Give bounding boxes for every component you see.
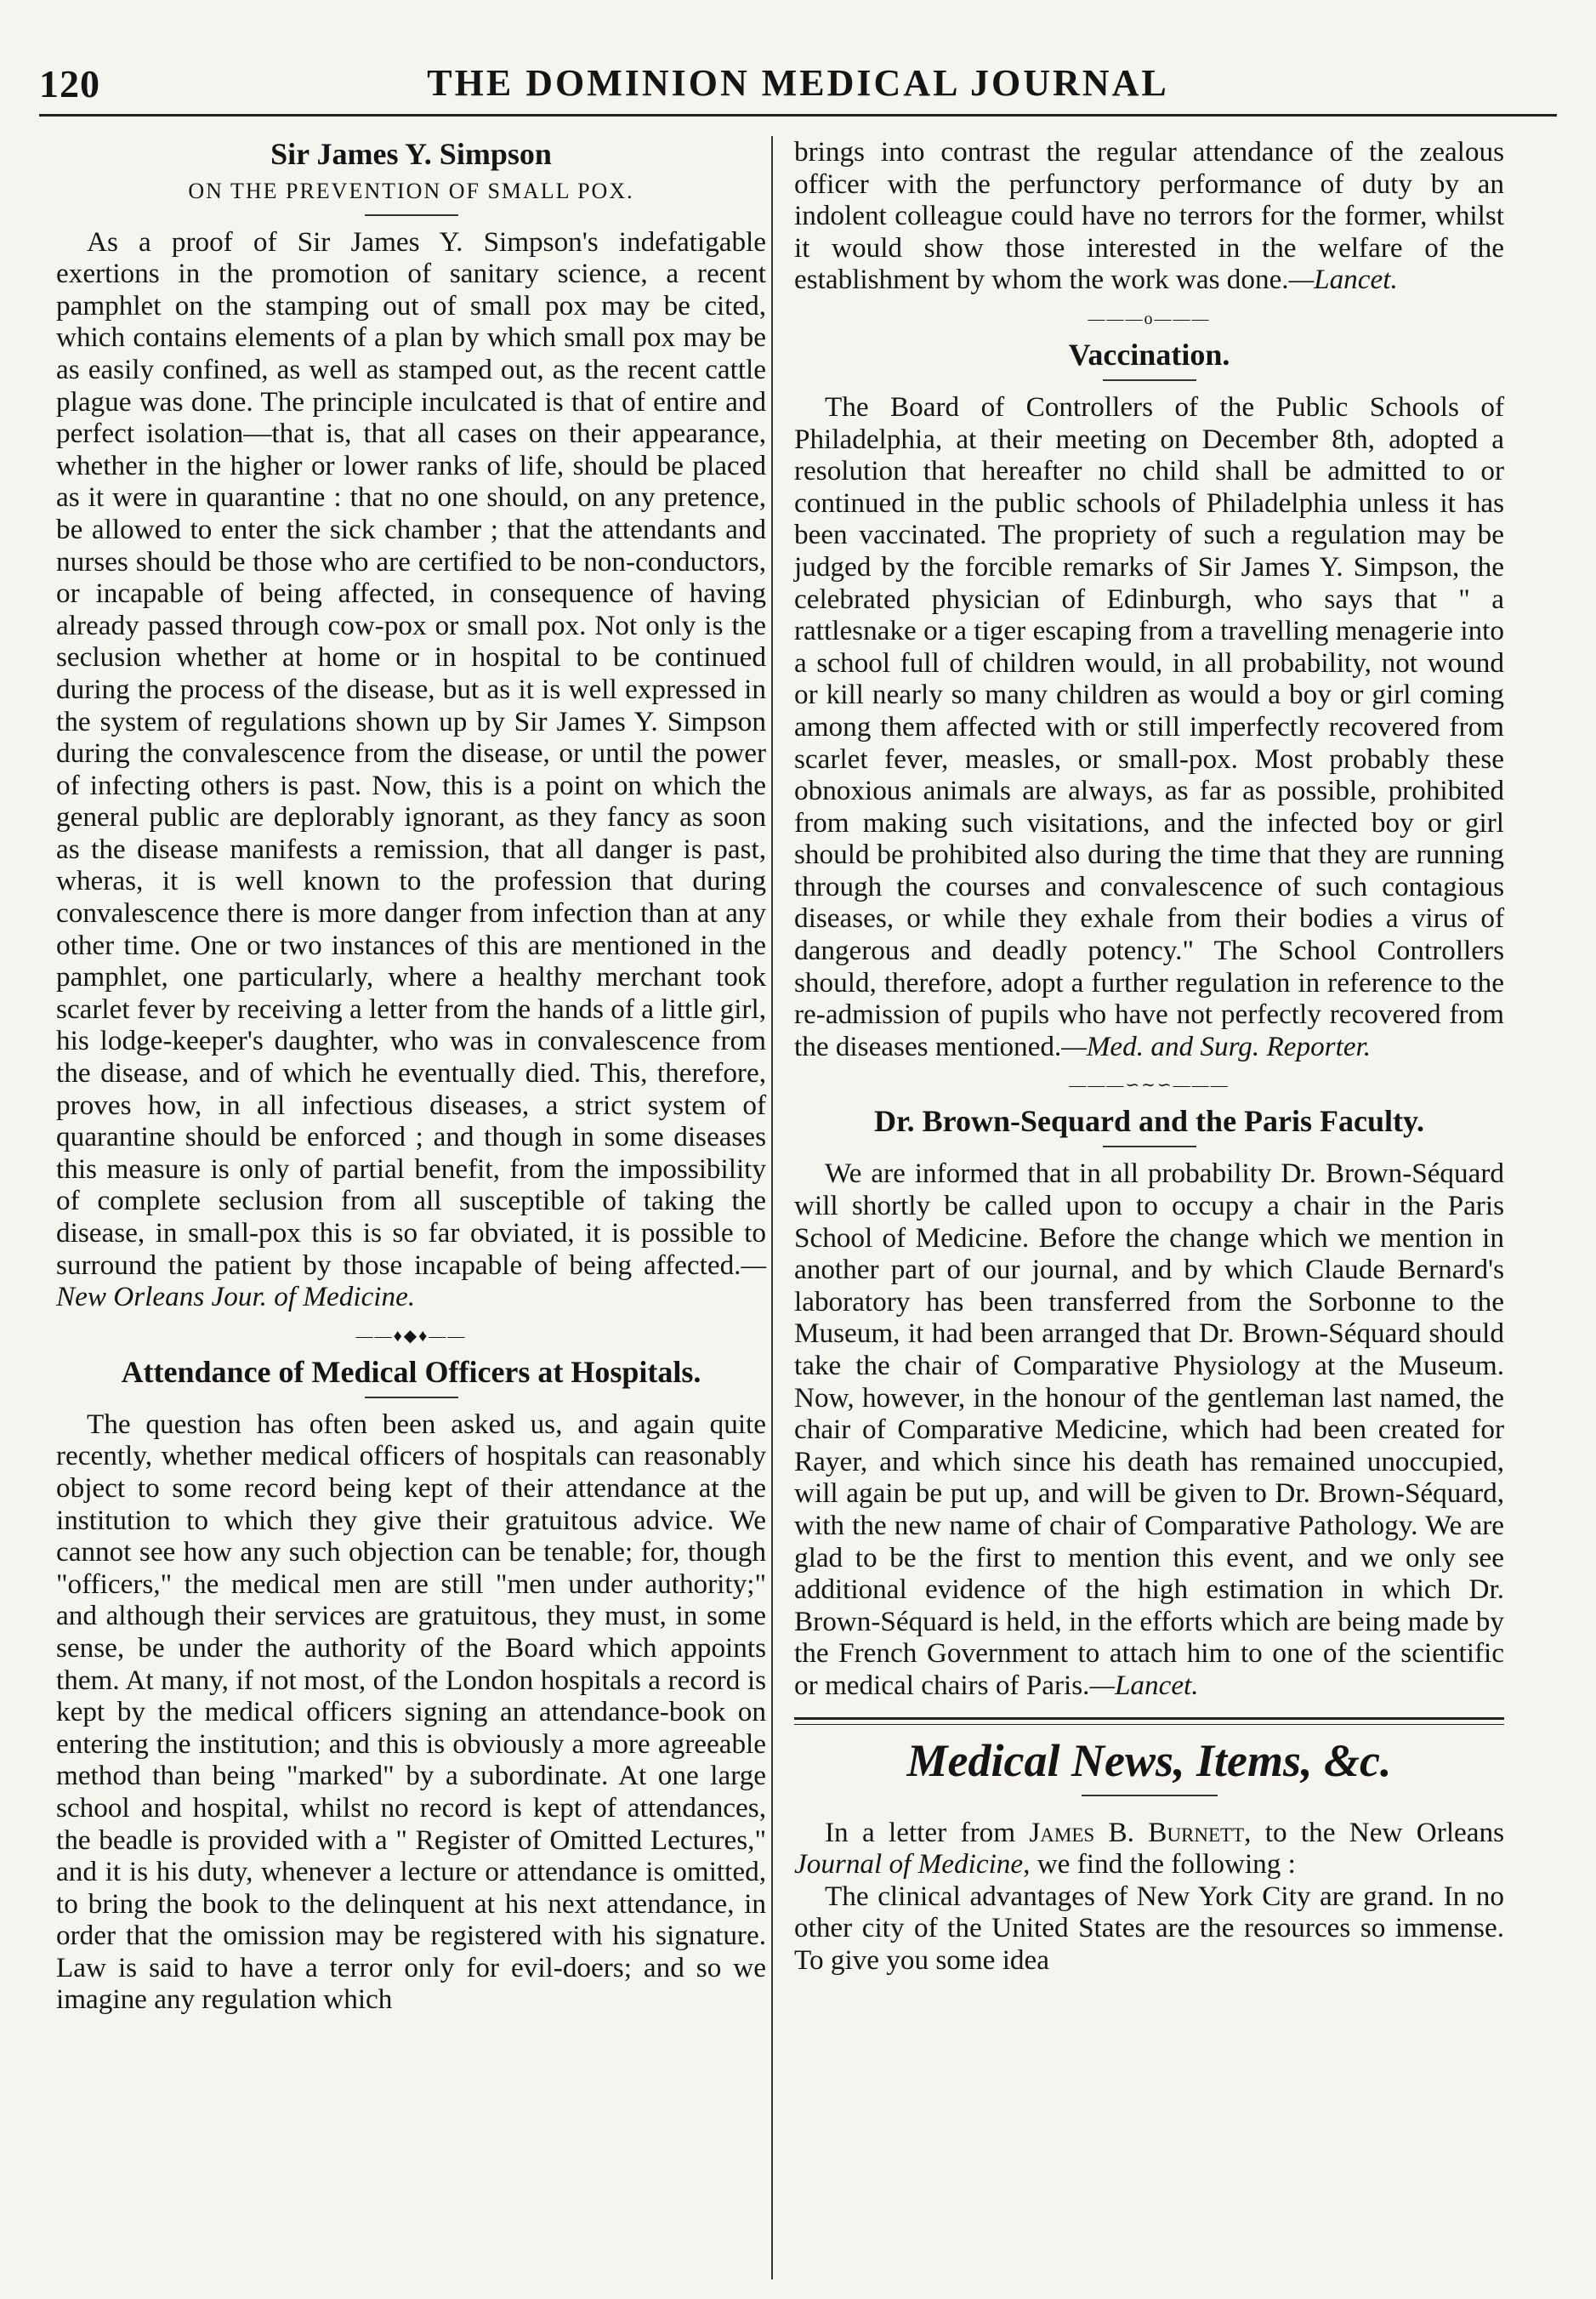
article-source: —New Orleans Jour. of Medicine.	[56, 1249, 766, 1313]
section-double-rule	[794, 1717, 1504, 1725]
article-text: As a proof of Sir James Y. Simpson's indefatigable exertions in the promotion of sanitary science, a recent pamphlet on the stamping out of small pox may be cited, which contains elements of a plan by which small pox may be as easily confined, as well as stamped out, as the recent cattle plague was done. The principle inculcated is that of entire and perfect isolation—that is, that all cases on their appearance, whether in the higher or lower ranks of life, should be placed as it were in quarantine : that no one should, on any pretence, be allowed to enter the sick chamber ; that the attendants and nurses should be those who are certified to be non-conductors, or incapable of being affected, in consequence of having already passed through cow-pox or small pox. Not only is the seclusion whether at home or in hospital to be continued during the process of the disease, but as it is well expressed in the system of regulations shown up by Sir James Y. Simpson during the convalescence from the disease, or until the power of infecting others is past. Now, this is a point on which the general public are deplorably ignorant, as they fancy as soon as the disease manifests a remission, that all danger is past, wheras, it is well known to the profession that during convalescence there is more danger from infection than at any other time. One or two instances of this are mentioned in the pamphlet, one particularly, where a healthy merchant took scarlet fever by receiving a letter from the hands of a little girl, his lodge-keeper's daughter, who was in convalescence from the disease, and of which he eventually died. This, therefore, proves how, in all infectious diseases, a strict system of quarantine should be enforced ; and though in some diseases this measure is only of partial benefit, from the impossibility of complete seclusion from all susceptible of taking the disease, in small-pox this is so far obviated, it is possible to surround the patient by those incapable of being affected.	[56, 225, 766, 1281]
title-rule	[365, 214, 458, 216]
article-text: The Board of Controllers of the Public Schools of Philadelphia, at their meeting on December 8th, adopted a resolution that hereafter no child shall be admitted to or continued in the public schools of Philadelphia unless it has been vaccinated. The propriety of such a regulation may be judged by the forcible remarks of Sir James Y. Simpson, the celebrated physician of Edinburgh, who says that " a rattlesnake or a tiger escaping from a travelling menagerie into a school full of children would, in all probability, not wound or kill nearly so many children as would a boy or girl coming among them affected with or still imperfectly recovered from scarlet fever, measles, or small-pox. Most probably these obnoxious animals are always, as far as possible, prohibited from making such visitations, and the infected boy or girl should be prohibited also during the time that they are running through the courses and convalescence of such contagious diseases, or while they exhale from their bodies a virus of dangerous and deadly potency." The School Controllers should, therefore, adopt a further regulation in reference to the re-admission of pupils who have not perfectly recovered from the diseases mentioned.	[794, 390, 1504, 1062]
header-rule	[39, 114, 1557, 117]
section-ornament: ———∽∼∽———	[1069, 1076, 1230, 1095]
news-text: In a letter from	[825, 1816, 1030, 1848]
title-rule	[1103, 379, 1196, 381]
news-paragraph	[794, 1817, 1504, 1881]
section-banner: Medical News, Items, &c.	[906, 1734, 1392, 1786]
title-rule	[365, 1397, 458, 1398]
article-title: Sir James Y. Simpson	[270, 137, 552, 171]
article-body	[56, 226, 766, 1313]
article-source: —Med. and Surg. Reporter.	[1061, 1030, 1372, 1062]
news-text: , we find the following :	[1023, 1848, 1296, 1881]
article-source: —Lancet.	[1089, 1669, 1199, 1701]
journal-title: THE DOMINION MEDICAL JOURNAL	[427, 62, 1169, 104]
author-name: James B. Burnett	[1029, 1816, 1245, 1848]
title-rule	[1103, 1146, 1196, 1147]
article-body-continued	[794, 136, 1504, 296]
section-ornament: ——♦◆♦——	[355, 1326, 467, 1346]
news-paragraph: The clinical advantages of New York City are grand. In no other city of the United States are the resources so immense. To give you some idea	[794, 1880, 1504, 1976]
article-subtitle: ON THE PREVENTION OF SMALL POX.	[188, 179, 634, 203]
running-head	[39, 61, 1557, 121]
right-column	[794, 136, 1504, 1977]
article-title: Vaccination.	[1068, 337, 1230, 372]
article-body	[794, 1158, 1504, 1701]
banner-rule	[1082, 1795, 1218, 1796]
article-body: The question has often been asked us, and again quite recently, whether medical officers of hospitals can reasonably object to some record being kept of their attendance at the institution to which they give their gratuitous advice. We cannot see how any such objection can be tenable; for, though "officers," the medical men are still "men under authority;" and although their services are gratuitous, they must, in some sense, be under the authority of the Board which appoints them. At many, if not most, of the London hospitals a record is kept by the medical officers signing an attendance-book on entering the institution; and this is obviously a more agreeable method than being "marked" by a subordinate. At one large school and hospital, whilst no record is kept of attendances, the beadle is provided with a " Register of Omitted Lectures," and it is his duty, whenever a lecture or attendance is omitted, to bring the book to the delinquent at his next attendance, in order that the omission may be registered with his signature. Law is said to have a terror only for evil-doers; and so we imagine any regulation which	[56, 1408, 766, 2016]
news-text: , to the New Orleans	[1244, 1816, 1505, 1848]
article-text: brings into contrast the regular attendance of the zealous officer with the perfunctory performance of duty by an indolent colleague could have no terrors for the former, whilst it would show those interested in the welfare of the establishment by whom the work was done.	[794, 136, 1504, 296]
article-title: Dr. Brown-Sequard and the Paris Faculty.	[873, 1104, 1425, 1139]
left-column	[56, 136, 766, 2016]
page-number: 120	[39, 62, 100, 105]
section-ornament: ———o———	[1088, 309, 1211, 328]
article-body	[794, 391, 1504, 1062]
article-title: Attendance of Medical Officers at Hospitals.	[121, 1354, 701, 1389]
article-text: We are informed that in all probability Dr. Brown-Séquard will shortly be called upon to occupy a chair in the Paris School of Medicine. Before the change which we mention in another part of our journal, and by which Claude Bernard's laboratory has been transferred from the Sorbonne to the Museum, it had been arranged that Dr. Brown-Séquard should take the chair of Comparative Physiology at the Museum. Now, however, in the honour of the gentleman last named, the chair of Comparative Medicine, which had been created for Rayer, and which since his death has remained unoccupied, will again be put up, and will be given to Dr. Brown-Séquard, with the new name of chair of Comparative Pathology. We are glad to be the first to mention this event, and we only see additional evidence of the high estimation in which Dr. Brown-Séquard is held, in the efforts which are being made by the French Government to attach him to one of the scientific or medical chairs of Paris.	[794, 1158, 1504, 1701]
column-divider	[771, 136, 773, 2279]
article-source: —Lancet.	[1288, 264, 1398, 296]
journal-name: Journal of Medicine	[794, 1848, 1024, 1881]
